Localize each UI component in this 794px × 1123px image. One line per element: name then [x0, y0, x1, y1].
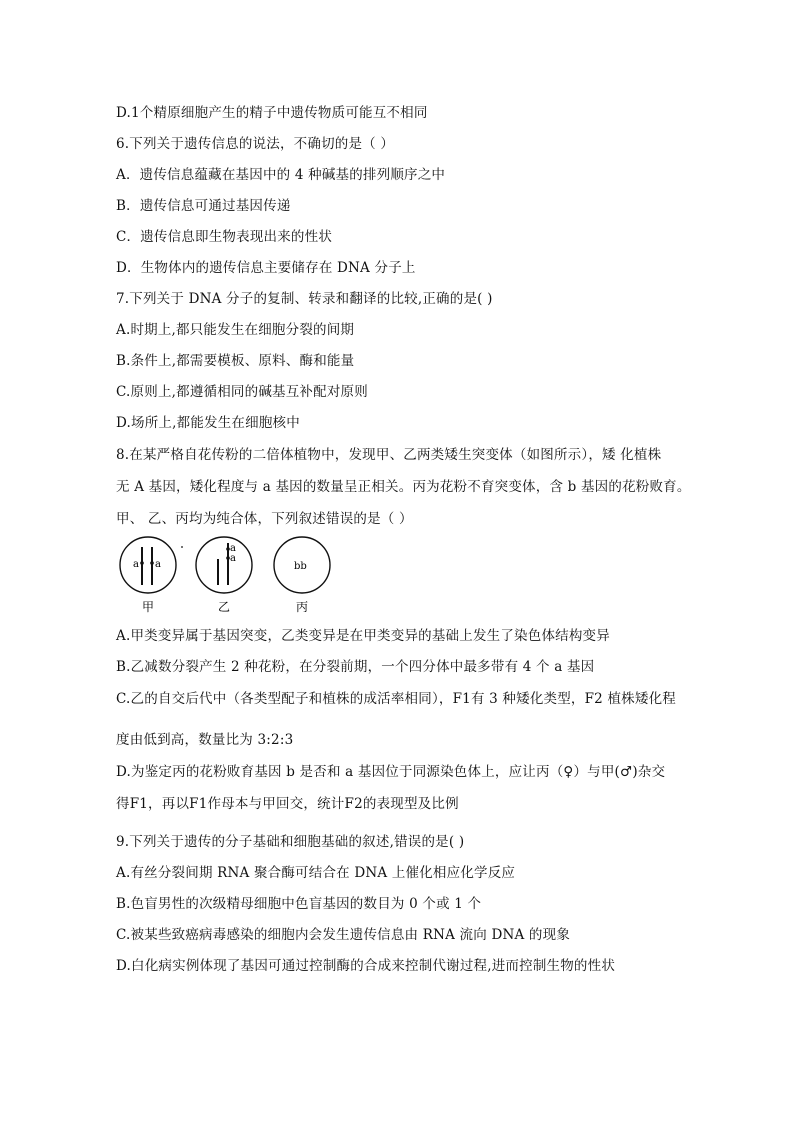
option-8d-line2: 得F1，再以F1作母本与甲回交，统计F2的表现型及比例 [116, 796, 459, 812]
cell-yi-circle [196, 537, 252, 593]
option-9b: B.色盲男性的次级精母细胞中色盲基因的数目为 0 个或 1 个 [116, 896, 482, 912]
gene-label: a [230, 543, 236, 554]
option-6b: B．遗传信息可通过基因传递 [116, 198, 291, 214]
option-6c: C．遗传信息即生物表现出来的性状 [116, 229, 333, 245]
option-9a: A.有丝分裂间期 RNA 聚合酶可结合在 DNA 上催化相应化学反应 [116, 865, 516, 881]
option-6d: D．生物体内的遗传信息主要储存在 DNA 分子上 [116, 260, 416, 276]
option-8c-line2: 度由低到高，数量比为 3:2:3 [116, 732, 294, 748]
option-6a: A．遗传信息蕴藏在基因中的 4 种碱基的排列顺序之中 [116, 167, 446, 183]
gene-label: a [230, 553, 236, 564]
option-9d: D.白化病实例体现了基因可通过控制酶的合成来控制代谢过程,进而控制生物的性状 [116, 958, 616, 974]
question-6-stem: 6.下列关于遗传信息的说法，不确切的是（ ） [116, 136, 395, 152]
cell-jia-circle [120, 537, 176, 593]
gene-label: a [155, 559, 161, 570]
option-9c: C.被某些致癌病毒感染的细胞内会发生遗传信息由 RNA 流向 DNA 的现象 [116, 927, 571, 943]
question-9-stem: 9.下列关于遗传的分子基础和细胞基础的叙述,错误的是( ) [116, 834, 465, 850]
option-8d-line1: D.为鉴定丙的花粉败育基因 b 是否和 a 基因位于同源染色体上，应让丙（♀）与甲(♂)杂交 [116, 764, 666, 780]
option-7a: A.时期上,都只能发生在细胞分裂的间期 [116, 322, 355, 338]
option-8a: A.甲类变异属于基因突变，乙类变异是在甲类变异的基础上发生了染色体结构变异 [116, 628, 610, 644]
chromosome-diagram [116, 535, 346, 615]
question-7-stem: 7.下列关于 DNA 分子的复制、转录和翻译的比较,正确的是( ) [116, 291, 493, 307]
gene-label: bb [294, 561, 307, 572]
cell-label: 甲 [142, 600, 155, 614]
question-8-stem-line1: 8.在某严格自花传粉的二倍体植物中，发现甲、乙两类矮生突变体（如图所示），矮 化植株 [116, 447, 662, 463]
dot-mark [181, 546, 183, 548]
option-8b: B.乙减数分裂产生 2 种花粉，在分裂前期，一个四分体中最多带有 4 个 a 基因 [116, 659, 595, 675]
centromere-dot [140, 561, 144, 565]
question-8-stem-line2: 无 A 基因，矮化程度与 a 基因的数量呈正相关。丙为花粉不育突变体，含 b 基因的花粉败育。 [116, 479, 691, 495]
text-line: D.1个精原细胞产生的精子中遗传物质可能互不相同 [116, 105, 428, 121]
cell-label: 丙 [296, 600, 309, 614]
option-7d: D.场所上,都能发生在细胞核中 [116, 415, 300, 431]
question-8-stem-line3: 甲、 乙、丙均为纯合体，下列叙述错误的是（ ） [116, 511, 413, 527]
option-8c-line1: C.乙的自交后代中（各类型配子和植株的成活率相同），F1有 3 种矮化类型，F2 植株矮化程 [116, 691, 676, 707]
gene-label: a [133, 559, 139, 570]
option-7c: C.原则上,都遵循相同的碱基互补配对原则 [116, 384, 368, 400]
chromosome-figure [116, 535, 346, 615]
cell-label: 乙 [218, 600, 231, 614]
centromere-dot [150, 561, 154, 565]
option-7b: B.条件上,都需要模板、原料、酶和能量 [116, 353, 355, 369]
